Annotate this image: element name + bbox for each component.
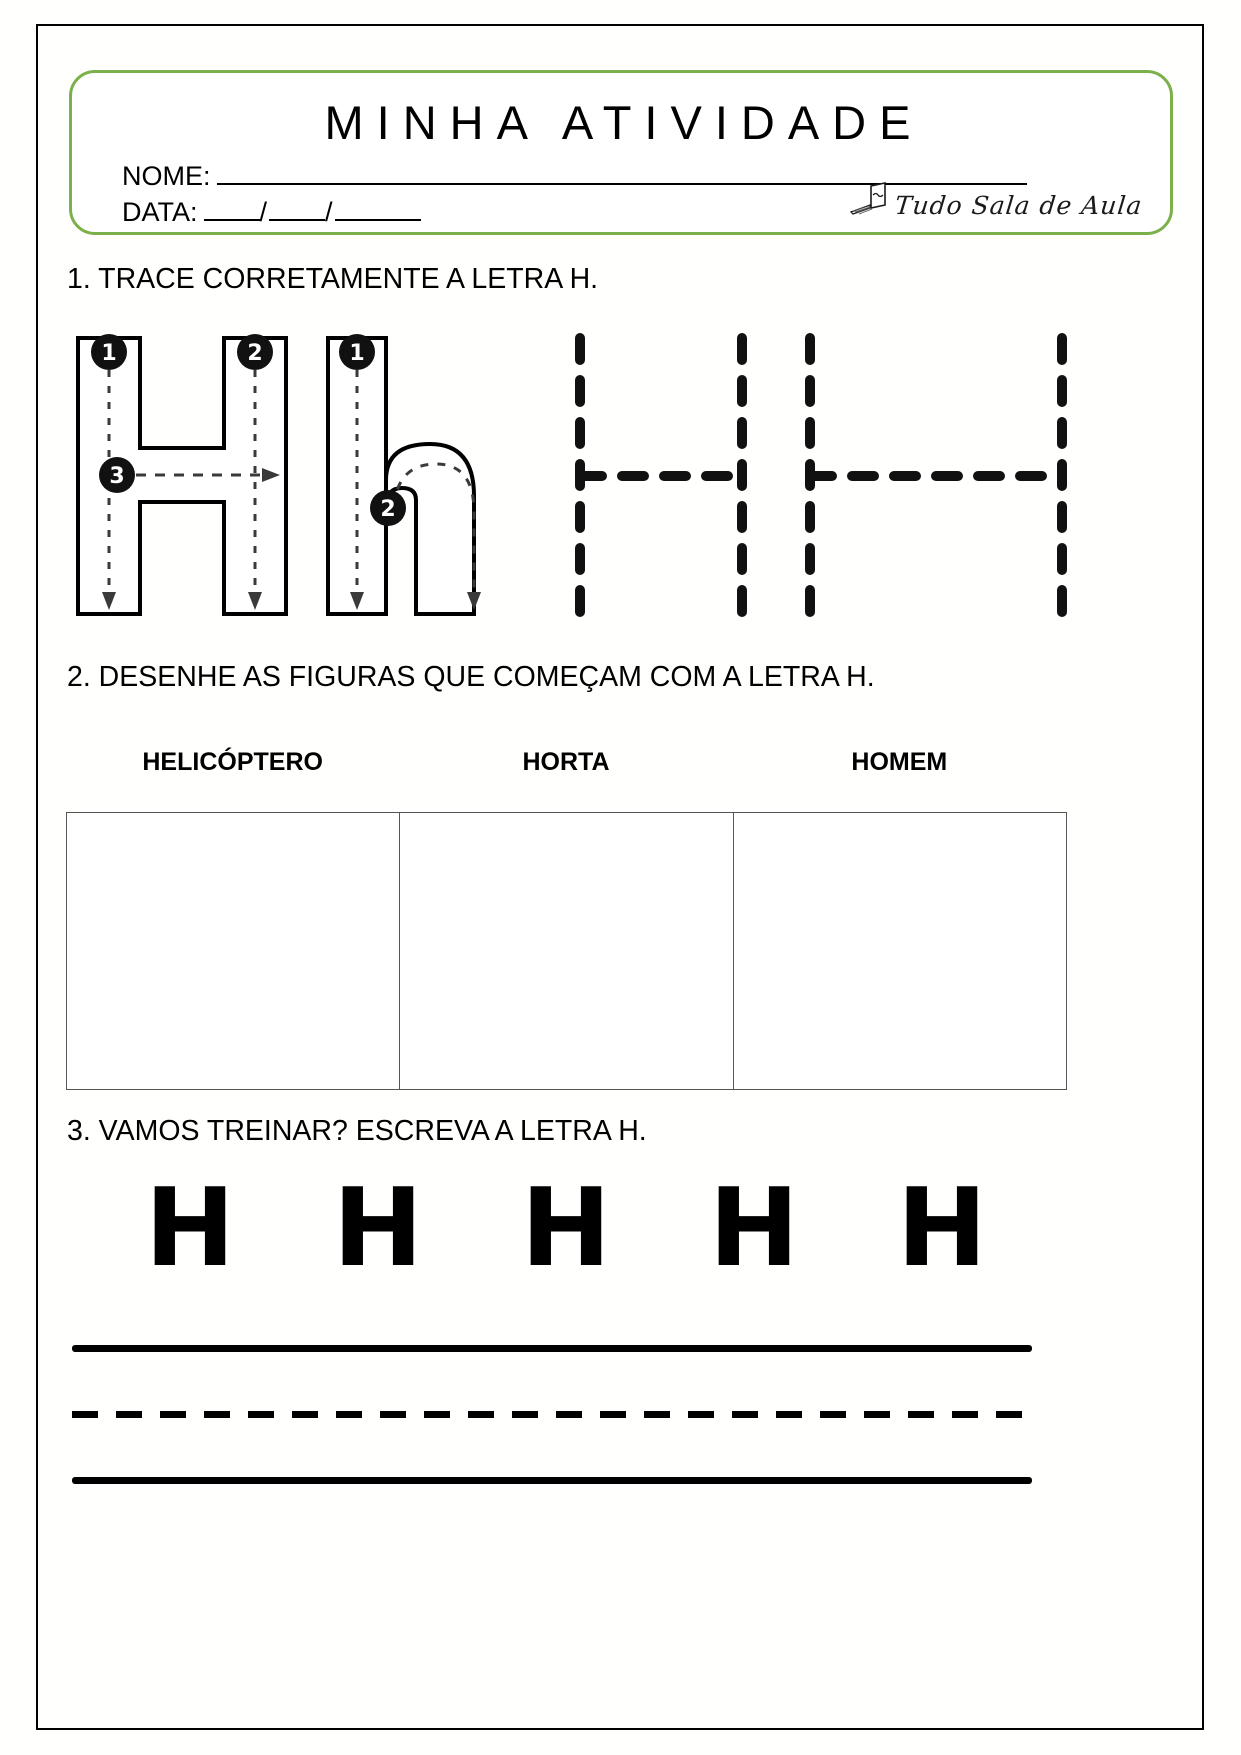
svg-text:3: 3 (109, 464, 125, 489)
brand-name: Tudo Sala de Aula (893, 191, 1144, 220)
handwriting-line-bottom (72, 1477, 1032, 1484)
section-2-heading: 2. DESENHE AS FIGURAS QUE COMEÇAM COM A LETRA H. (67, 661, 875, 693)
date-day-input-line[interactable] (204, 218, 260, 221)
svg-text:1: 1 (349, 341, 365, 366)
practice-letter-3: H (520, 1166, 612, 1291)
open-book-icon (849, 181, 891, 220)
practice-letter-2: H (332, 1166, 424, 1291)
section-3-heading: 3. VAMOS TREINAR? ESCREVA A LETRA H. (67, 1115, 647, 1147)
practice-letters-row (96, 1166, 1036, 1291)
practice-letter-4: H (708, 1166, 800, 1291)
uppercase-h-model (66, 330, 298, 622)
lowercase-h-model (316, 330, 526, 622)
drawing-boxes (66, 812, 1067, 1090)
handwriting-line-top (72, 1345, 1032, 1352)
drawing-box-helicoptero[interactable] (67, 813, 400, 1089)
section-1-heading: 1. TRACE CORRETAMENTE A LETRA H. (67, 263, 599, 295)
date-label: DATA: (122, 197, 198, 227)
letter-trace-area (66, 330, 1066, 630)
date-year-input-line[interactable] (335, 218, 421, 221)
brand-logo (849, 181, 1142, 220)
trace-letter-h-1[interactable] (566, 330, 756, 622)
date-month-input-line[interactable] (269, 218, 325, 221)
svg-text:1: 1 (101, 341, 117, 366)
word-labels-row (66, 748, 1066, 777)
practice-letter-1: H (144, 1166, 236, 1291)
handwriting-line-middle-dashed (72, 1411, 1032, 1418)
handwriting-lines (72, 1345, 1032, 1484)
date-separator-2: / (325, 197, 333, 227)
name-label: NOME: (122, 161, 211, 191)
svg-text:2: 2 (380, 497, 396, 522)
word-label-1: HELICÓPTERO (142, 748, 323, 776)
handwriting-writing-space-upper[interactable] (72, 1352, 1032, 1411)
word-label-3: HOMEM (851, 748, 948, 776)
page-title: MINHA ATIVIDADE (324, 96, 924, 149)
date-field-row (122, 197, 421, 228)
date-separator-1: / (259, 197, 268, 227)
trace-letter-h-2[interactable] (796, 330, 1076, 622)
svg-text:2: 2 (247, 341, 263, 366)
handwriting-writing-space-lower[interactable] (72, 1418, 1032, 1477)
practice-letter-5: H (896, 1166, 988, 1291)
drawing-box-homem[interactable] (734, 813, 1066, 1089)
word-label-2: HORTA (522, 748, 610, 776)
worksheet-header (69, 70, 1173, 235)
drawing-box-horta[interactable] (400, 813, 733, 1089)
